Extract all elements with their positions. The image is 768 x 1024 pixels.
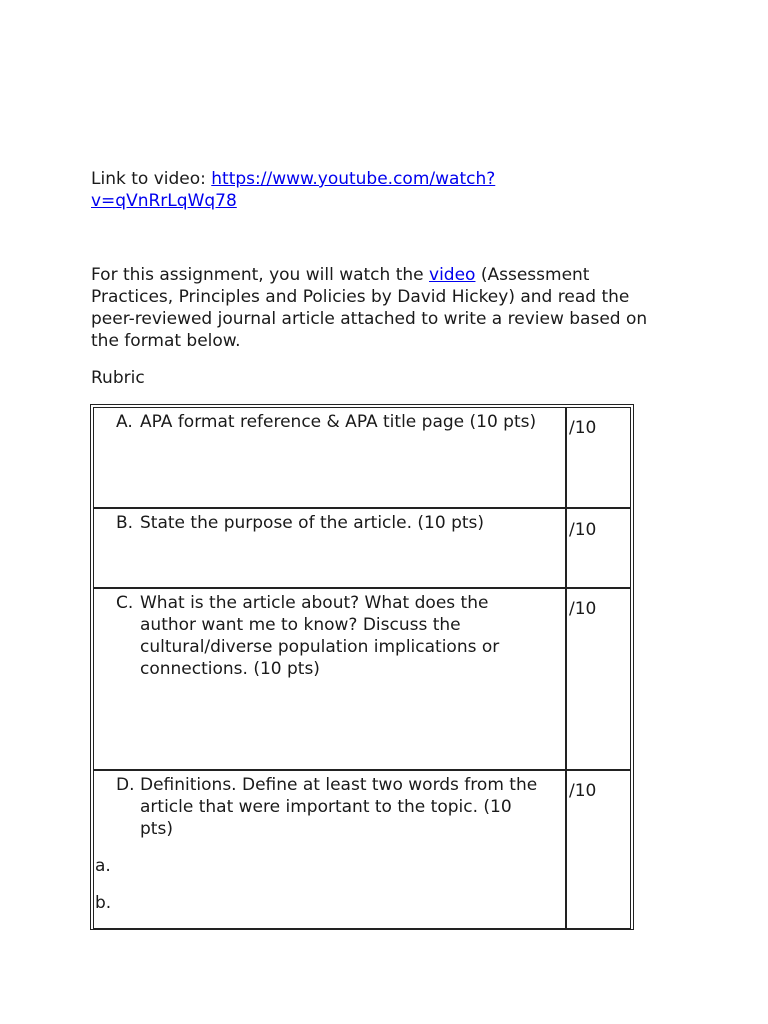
item-letter: C. [116,593,134,613]
item-text: Definitions. Define at least two words from the article that were important to the topic. (10 pts) [140,775,538,839]
rubric-criteria-cell [94,589,567,770]
rubric-row-c [93,587,631,771]
rubric-item-c [116,592,546,680]
rubric-criteria-cell [94,408,567,508]
rubric-table [90,404,634,930]
instructions-text-end: (Assessment Practices, Principles and Policies by David Hickey) and read the peer-reviewed journal article attached to write a review based on the format below. [91,265,648,351]
item-text: State the purpose of the article. (10 pts) [140,513,485,533]
rubric-heading: Rubric [91,368,145,388]
rubric-score-a: /10 [569,418,597,438]
rubric-score-c: /10 [569,599,597,619]
assignment-instructions [91,264,661,352]
rubric-item-b [116,512,546,534]
rubric-criteria-cell [94,771,567,928]
definition-b-label: b. [95,893,112,913]
instructions-text-start: For this assignment, you will watch the [91,265,430,285]
item-text: APA format reference & APA title page (10 pts) [140,412,537,432]
item-text: What is the article about? What does the author want me to know? Discuss the cultural/diverse population implications or connections. (10 pts) [140,593,500,679]
item-letter: A. [116,412,133,432]
rubric-item-d [116,774,546,840]
rubric-row-b [93,507,631,589]
definition-a-label: a. [95,856,111,876]
rubric-item-a [116,411,546,433]
video-inline-link[interactable]: video [429,265,476,285]
rubric-criteria-cell [94,509,567,588]
rubric-score-b: /10 [569,520,597,540]
video-url-link[interactable]: https://www.youtube.com/watch?v=qVnRrLqWq78 [91,169,496,211]
item-letter: B. [116,513,134,533]
video-link-line [91,168,571,212]
rubric-row-a [93,407,631,509]
item-letter: D. [116,775,135,795]
rubric-score-d: /10 [569,781,597,801]
rubric-row-d [93,769,631,929]
video-link-prefix: Link to video: [91,169,212,189]
